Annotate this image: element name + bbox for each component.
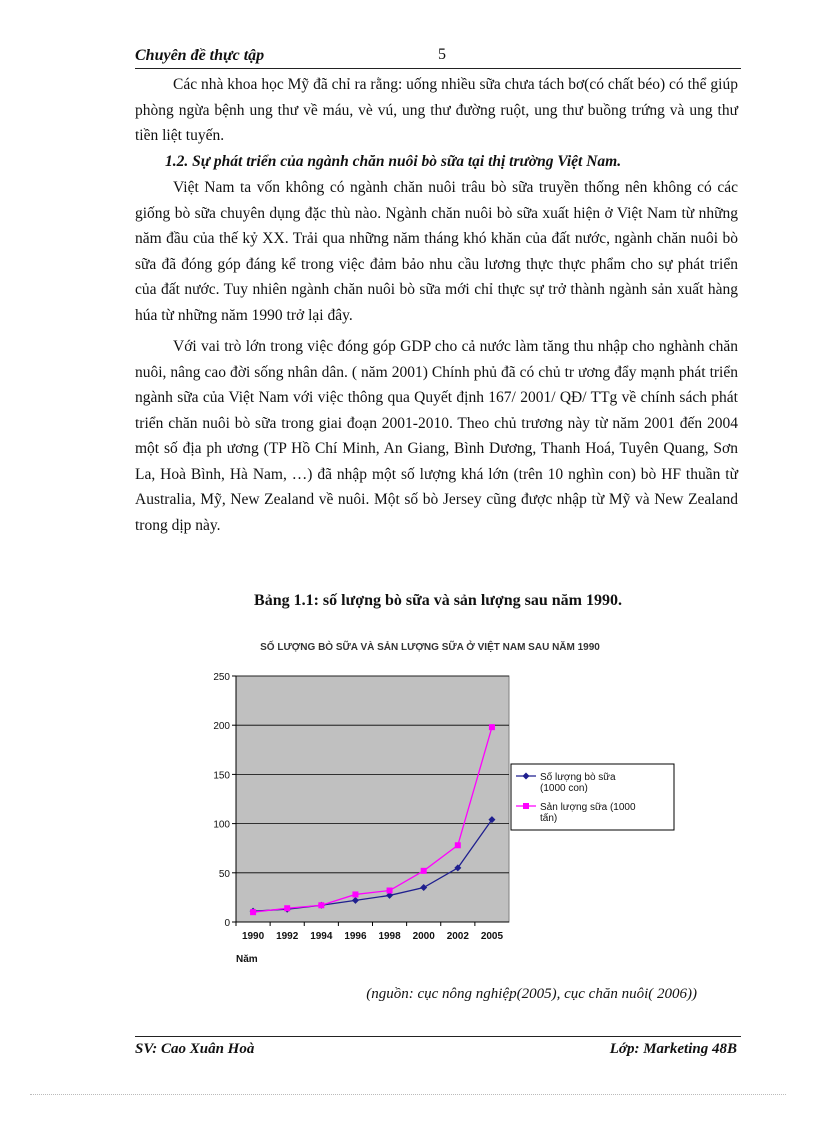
data-point bbox=[489, 724, 495, 730]
y-tick-label: 150 bbox=[213, 770, 230, 782]
x-tick-label: 1994 bbox=[310, 931, 333, 942]
paragraph-health: Các nhà khoa học Mỹ đã chỉ ra rằng: uống nhiều sữa chưa tách bơ(có chất béo) có thể giúp phòng ngừa bệnh ung thư về máu, vè vú, ung thư đường ruột, ung thư buồng trứng và ung thư tiền liệt tuyến. bbox=[135, 76, 738, 144]
legend-label: Số lượng bò sữa bbox=[540, 772, 616, 783]
line-chart bbox=[196, 632, 696, 972]
chart-svg bbox=[196, 632, 696, 972]
data-point bbox=[352, 891, 358, 897]
chart-title: SỐ LƯỢNG BÒ SỮA VÀ SẢN LƯỢNG SỮA Ở VIỆT NAM SAU NĂM 1990 bbox=[260, 642, 600, 653]
body-text bbox=[135, 72, 738, 538]
class-name: Lớp: Marketing 48B bbox=[609, 1041, 737, 1057]
x-tick-label: 1990 bbox=[241, 931, 265, 942]
data-point bbox=[250, 909, 256, 915]
paragraph-history: Việt Nam ta vốn không có ngành chăn nuôi trâu bò sữa truyền thống nên không có các giống bò sữa chuyên dụng đặc thù nào. Ngành chăn nuôi bò sữa xuất hiện ở Việt Nam từ những năm đầu của thế kỷ XX. Trải qua những năm tháng khó khăn của đất nước, ngành chăn nuôi bò sữa đã đóng góp đáng kể trong việc đảm bảo nhu cầu lương thực thực phẩm cho sự phát triển của đất nước. Tuy nhiên ngành chăn nuôi bò sữa mới chỉ thực sự trở thành ngành sản xuất hàng húa từ những năm 1990 trở lại đây. bbox=[135, 179, 738, 324]
student-name: SV: Cao Xuân Hoà bbox=[135, 1041, 255, 1057]
page-bottom-rule bbox=[30, 1094, 786, 1095]
legend-label: tấn) bbox=[540, 813, 558, 824]
paragraph-policy: Với vai trò lớn trong việc đóng góp GDP cho cả nước làm tăng thu nhập cho nghành chăn nuôi, nâng cao đời sống nhân dân. ( năm 2001) Chính phủ đã có chủ tr ương đẩy mạnh phát triển ngành sữa của Việt Nam với việc thông qua Quyết định 167/ 2001/ QĐ/ TTg về chính sách phát triển chăn nuôi bò sữa trong giai đoạn 2001-2010. Theo chủ trương này từ năm 2001 đến 2004 một số địa ph ương (TP Hồ Chí Minh, An Giang, Bình Dương, Thanh Hoá, Tuyên Quang, Sơn La, Hoà Bình, Hà Nam, …) đã nhập một số lượng khá lớn (trên 10 nghìn con) bò HF thuần từ Australia, Mỹ, New Zealand về nuôi. Một số bò Jersey cũng được nhập từ Mỹ và New Zealand trong dịp này. bbox=[135, 338, 738, 534]
y-tick-label: 200 bbox=[213, 721, 230, 733]
data-point bbox=[318, 902, 324, 908]
page-footer bbox=[135, 1036, 741, 1061]
page-number: 5 bbox=[438, 46, 446, 63]
legend-marker bbox=[523, 803, 529, 809]
data-point bbox=[284, 905, 290, 911]
page-header bbox=[135, 46, 741, 69]
table-caption: Bảng 1.1: số lượng bò sữa và sản lượng sau năm 1990. bbox=[254, 592, 622, 609]
y-tick-label: 50 bbox=[218, 868, 230, 880]
x-axis-label: Năm bbox=[236, 954, 258, 965]
data-point bbox=[455, 842, 461, 848]
x-tick-label: 1998 bbox=[378, 931, 401, 942]
legend-label: (1000 con) bbox=[540, 783, 588, 794]
document-title: Chuyên đề thực tập bbox=[135, 47, 265, 64]
source-note: (nguồn: cục nông nghiệp(2005), cục chăn nuôi( 2006)) bbox=[366, 986, 697, 1002]
y-tick-label: 250 bbox=[213, 672, 230, 683]
x-tick-label: 1992 bbox=[276, 931, 299, 942]
legend bbox=[511, 764, 674, 830]
data-point bbox=[387, 888, 393, 894]
plot-area bbox=[236, 676, 509, 922]
y-tick-label: 100 bbox=[213, 819, 230, 831]
x-tick-label: 2000 bbox=[412, 931, 435, 942]
y-tick-label: 0 bbox=[224, 918, 230, 929]
data-point bbox=[421, 868, 427, 874]
section-heading: 1.2. Sự phát triển của ngành chăn nuôi bò sữa tại thị trường Việt Nam. bbox=[165, 152, 622, 170]
x-tick-label: 2002 bbox=[446, 931, 469, 942]
legend-label: Sản lượng sữa (1000 bbox=[540, 802, 636, 813]
x-tick-label: 2005 bbox=[480, 931, 504, 942]
x-tick-label: 1996 bbox=[344, 931, 367, 942]
